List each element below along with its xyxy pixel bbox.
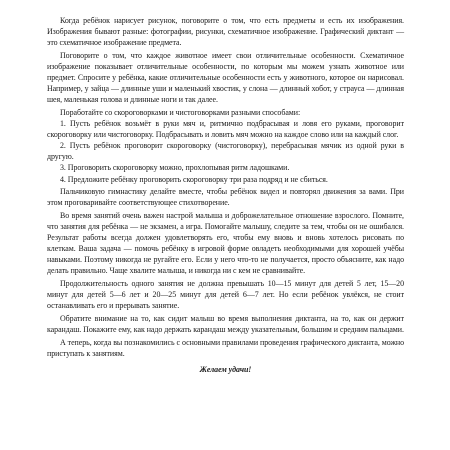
paragraph-attitude: Во время занятий очень важен настрой малыша и доброжелательное отношение взрослого. Помните, что занятия для ребёнка — не экзамен, а игра. Помогайте малышу, следите за тем, чтобы он не ошибался. Результат работы всегда должен удовлетворять его, чтобы ему вновь и вновь хотелось рисовать по клеткам. Ваша задача — помочь ребёнку в игровой форме овладеть необходимыми для хорошей учёбы навыками. Поэтому никогда не ругайте его. Если у него что-то не получается, просто объясните, как надо делать правильно. Чаще хвалите малыша, и никогда ни с кем не сравнивайте. [47, 210, 404, 276]
paragraph-posture: Обратите внимание на то, как сидит малыш во время выполнения диктанта, на то, как он держит карандаш. Покажите ему, как надо держать карандаш между указательным, большим и средним пальцами. [47, 314, 404, 335]
paragraph-duration: Продолжительность одного занятия не должна превышать 10—15 минут для детей 5 лет, 15—20 минут для детей 5—6 лет и 20—25 минут для детей 6—7 лет. Но если ребёнок увлёкся, не стоит останавливать его и прерывать занятие. [47, 279, 404, 311]
list-item-2: 2. Пусть ребёнок проговорит скороговорку (чистоговорку), перебрасывая мячик из одной руки в другую. [47, 141, 404, 162]
paragraph-start: А теперь, когда вы познакомились с основными правилами проведения графического диктанта, можно приступать к занятиям. [47, 337, 404, 358]
closing-wish: Желаем удачи! [199, 364, 252, 374]
list-item-1: 1. Пусть ребёнок возьмёт в руки мяч и, ритмично подбрасывая и ловя его руками, проговорит скороговорку или чистоговорку. Подбрасывать и ловить мяч можно на каждое слово или на каждый слог. [47, 119, 404, 140]
list-item-3: 3. Проговорить скороговорку можно, прохлопывая ритм ладошками. [60, 163, 290, 173]
paragraph-features: Поговорите о том, что каждое животное имеет свои отличительные особенности. Схематичное изображение показывает отличительные особенности, по которым мы можем узнать животное или предмет. Спросите у ребёнка, какие отличительные особенности есть у животного, которое он нарисовал. Например, у зайца — длинные уши и маленький хвостик, у слона — длинный хобот, у страуса — длинная шея, маленькая голова и длинные ноги и так далее. [47, 50, 404, 105]
paragraph-tongue-twisters: Поработайте со скороговорками и чистоговорками разными способами: [60, 107, 301, 117]
paragraph-intro: Когда ребёнок нарисует рисунок, поговорите о том, что есть предметы и есть их изображения. Изображения бывают разные: фотографии, рисунки, схематичное изображение. Графический диктант — это схематичное изображение предмета. [47, 16, 404, 48]
document-page [47, 15, 404, 377]
list-item-4: 4. Предложите ребёнку проговорить скороговорку три раза подряд и не сбиться. [60, 174, 328, 184]
paragraph-finger-gymnastics: Пальчиковую гимнастику делайте вместе, чтобы ребёнок видел и повторял движения за вами. При этом проговаривайте соответствующее стихотворение. [47, 187, 404, 208]
